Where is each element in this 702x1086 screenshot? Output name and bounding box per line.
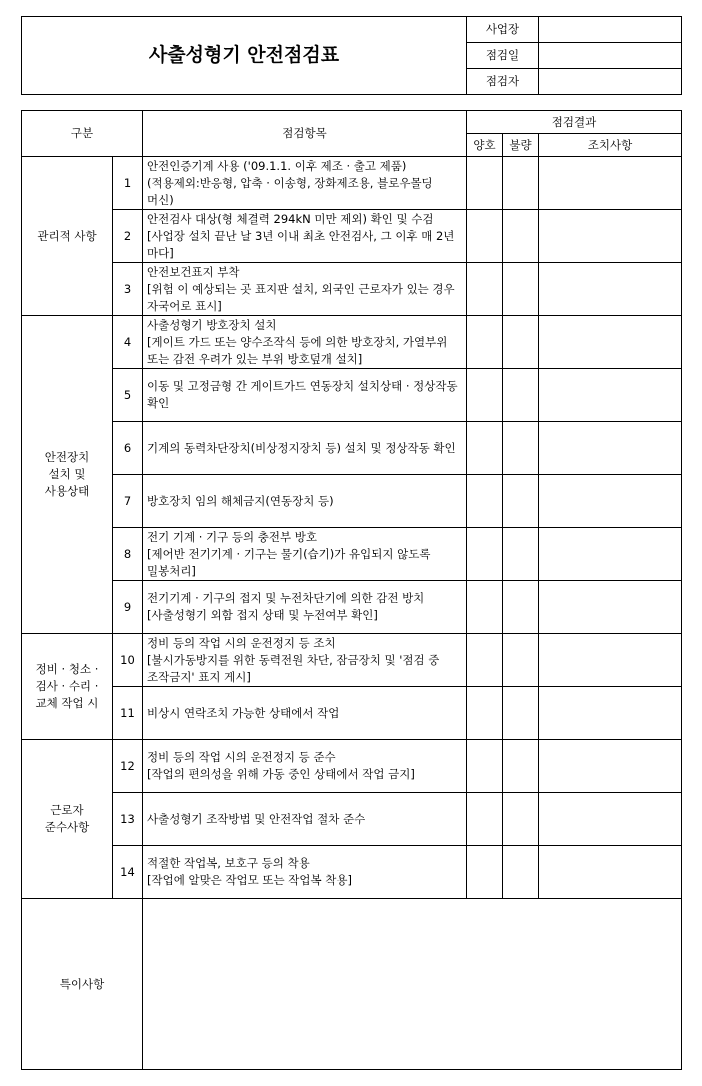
action-cell[interactable] [539,422,682,475]
header-table [21,16,682,95]
item-text: 사출성형기 조작방법 및 안전작업 절차 준수 [143,793,467,846]
item-number: 12 [113,740,143,793]
result-bad-cell[interactable] [503,634,539,687]
field-label-date: 점검일 [467,43,539,69]
result-bad-cell[interactable] [503,793,539,846]
table-row [22,793,682,846]
item-number: 10 [113,634,143,687]
result-bad-cell[interactable] [503,846,539,899]
result-bad-cell[interactable] [503,316,539,369]
item-number: 4 [113,316,143,369]
result-good-cell[interactable] [467,369,503,422]
table-row [22,581,682,634]
table-row [22,740,682,793]
result-good-cell[interactable] [467,581,503,634]
result-good-cell[interactable] [467,316,503,369]
col-header-action: 조치사항 [539,134,682,157]
action-cell[interactable] [539,316,682,369]
item-text: 기계의 동력차단장치(비상정지장치 등) 설치 및 정상작동 확인 [143,422,467,475]
result-bad-cell[interactable] [503,263,539,316]
result-good-cell[interactable] [467,793,503,846]
item-text: 정비 등의 작업 시의 운전정지 등 준수 [작업의 편의성을 위해 가동 중인 상태에서 작업 금지] [143,740,467,793]
table-row [22,846,682,899]
item-number: 8 [113,528,143,581]
item-number: 2 [113,210,143,263]
action-cell[interactable] [539,528,682,581]
field-value-site[interactable] [539,17,682,43]
result-good-cell[interactable] [467,687,503,740]
table-row [22,210,682,263]
result-bad-cell[interactable] [503,475,539,528]
result-good-cell[interactable] [467,475,503,528]
item-text: 방호장치 임의 해체금지(연동장치 등) [143,475,467,528]
result-bad-cell[interactable] [503,687,539,740]
item-text: 전기 기계 · 기구 등의 충전부 방호 [제어반 전기기계 · 기구는 물기(습기)가 유입되지 않도록 밀봉처리] [143,528,467,581]
field-value-inspector[interactable] [539,69,682,95]
action-cell[interactable] [539,475,682,528]
action-cell[interactable] [539,263,682,316]
group-label: 관리적 사항 [22,157,113,316]
result-good-cell[interactable] [467,263,503,316]
item-text: 정비 등의 작업 시의 운전정지 등 조치 [불시가동방지를 위한 동력전원 차단, 잠금장치 및 '점검 중 조작금지' 표지 게시] [143,634,467,687]
item-number: 5 [113,369,143,422]
item-text: 이동 및 고정금형 간 게이트가드 연동장치 설치상태 · 정상작동 확인 [143,369,467,422]
item-number: 13 [113,793,143,846]
result-good-cell[interactable] [467,210,503,263]
action-cell[interactable] [539,369,682,422]
item-text: 비상시 연락조치 가능한 상태에서 작업 [143,687,467,740]
action-cell[interactable] [539,687,682,740]
col-header-good: 양호 [467,134,503,157]
col-header-result: 점검결과 [467,111,682,134]
remarks-label: 특이사항 [22,899,143,1070]
page-title: 사출성형기 안전점검표 [22,17,467,95]
result-bad-cell[interactable] [503,422,539,475]
table-row [22,157,682,210]
item-number: 6 [113,422,143,475]
col-header-item: 점검항목 [143,111,467,157]
result-bad-cell[interactable] [503,581,539,634]
table-row [22,422,682,475]
result-bad-cell[interactable] [503,369,539,422]
group-label: 안전장치 설치 및 사용상태 [22,316,113,634]
action-cell[interactable] [539,157,682,210]
result-bad-cell[interactable] [503,528,539,581]
item-number: 1 [113,157,143,210]
table-row [22,369,682,422]
col-header-bad: 불량 [503,134,539,157]
item-number: 14 [113,846,143,899]
col-header-category: 구분 [22,111,143,157]
table-row [22,687,682,740]
item-number: 11 [113,687,143,740]
item-text: 안전검사 대상(형 체결력 294kN 미만 제외) 확인 및 수검 [사업장 설치 끝난 날 3년 이내 최초 안전검사, 그 이후 매 2년 마다] [143,210,467,263]
item-text: 전기기계 · 기구의 접지 및 누전차단기에 의한 감전 방치 [사출성형기 외함 접지 상태 및 누전여부 확인] [143,581,467,634]
result-bad-cell[interactable] [503,210,539,263]
table-row [22,316,682,369]
action-cell[interactable] [539,210,682,263]
field-value-date[interactable] [539,43,682,69]
result-bad-cell[interactable] [503,157,539,210]
field-label-site: 사업장 [467,17,539,43]
item-number: 3 [113,263,143,316]
item-text: 안전인증기계 사용 ('09.1.1. 이후 제조 · 출고 제품) (적용제외:반응형, 압축 · 이송형, 장화제조용, 블로우몰딩 머신) [143,157,467,210]
result-bad-cell[interactable] [503,740,539,793]
table-row [22,634,682,687]
item-text: 적절한 작업복, 보호구 등의 착용 [작업에 알맞은 작업모 또는 작업복 착용] [143,846,467,899]
item-number: 9 [113,581,143,634]
table-row [22,263,682,316]
group-label: 정비 · 청소 · 검사 · 수리 · 교체 작업 시 [22,634,113,740]
item-text: 사출성형기 방호장치 설치 [게이트 가드 또는 양수조작식 등에 의한 방호장치, 가열부위 또는 감전 우려가 있는 부위 방호덮개 설치] [143,316,467,369]
result-good-cell[interactable] [467,157,503,210]
action-cell[interactable] [539,634,682,687]
action-cell[interactable] [539,740,682,793]
action-cell[interactable] [539,581,682,634]
result-good-cell[interactable] [467,846,503,899]
action-cell[interactable] [539,793,682,846]
item-number: 7 [113,475,143,528]
remarks-field[interactable] [143,899,682,1070]
checklist-table [21,110,682,1070]
result-good-cell[interactable] [467,634,503,687]
result-good-cell[interactable] [467,528,503,581]
group-label: 근로자 준수사항 [22,740,113,899]
table-row [22,475,682,528]
result-good-cell[interactable] [467,422,503,475]
item-text: 안전보건표지 부착 [위험 이 예상되는 곳 표지판 설치, 외국인 근로자가 있는 경우 자국어로 표시] [143,263,467,316]
result-good-cell[interactable] [467,740,503,793]
checklist-rows [22,157,682,899]
field-label-inspector: 점검자 [467,69,539,95]
action-cell[interactable] [539,846,682,899]
table-row [22,528,682,581]
